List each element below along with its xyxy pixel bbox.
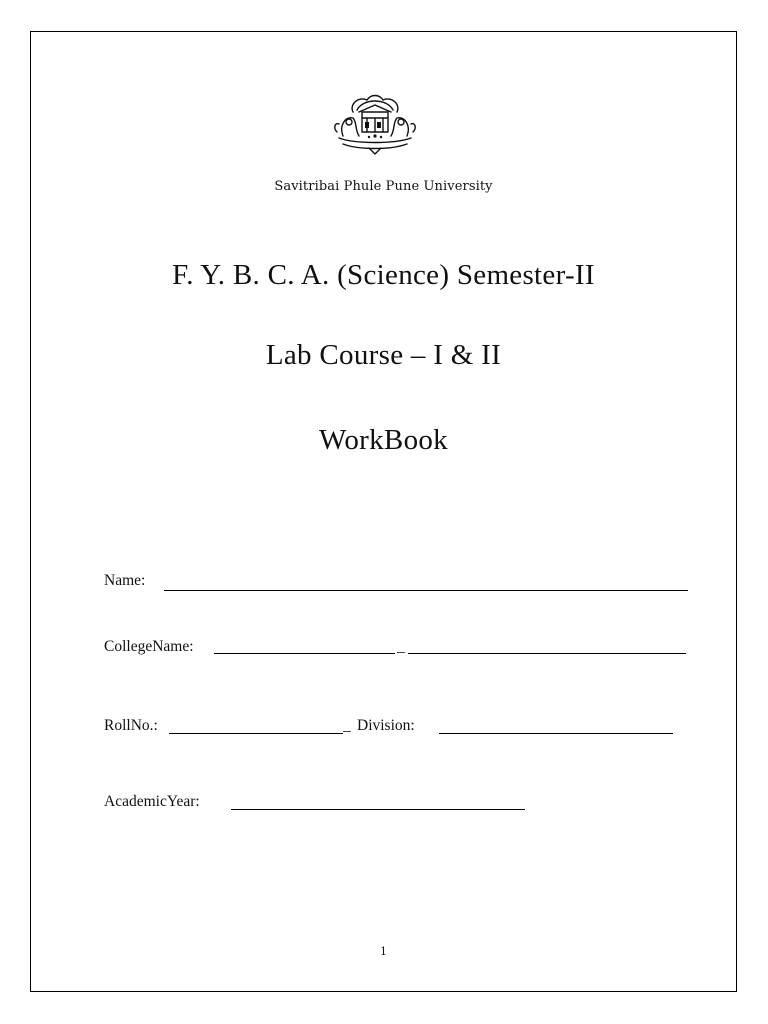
workbook-cover-page	[30, 31, 737, 992]
university-name: Savitribai Phule Pune University	[274, 179, 493, 194]
college-name-blank-line-2[interactable]	[408, 653, 686, 654]
academic-year-label: AcademicYear:	[104, 793, 200, 810]
roll-number-blank-line[interactable]	[169, 733, 343, 734]
name-blank-line[interactable]	[164, 590, 688, 591]
workbook-title: WorkBook	[319, 424, 448, 456]
college-name-label: CollegeName:	[104, 638, 194, 655]
course-title: F. Y. B. C. A. (Science) Semester-II	[172, 259, 595, 291]
page-number: 1	[380, 945, 387, 958]
academic-year-blank-line[interactable]	[231, 809, 525, 810]
university-seal-icon	[329, 92, 421, 156]
roll-number-label: RollNo.:	[104, 717, 158, 734]
division-label: Division:	[357, 717, 415, 734]
college-name-separator: _	[397, 638, 405, 655]
division-blank-line[interactable]	[439, 733, 673, 734]
name-label: Name:	[104, 572, 146, 589]
roll-number-separator: _	[343, 717, 351, 734]
college-name-blank-line-1[interactable]	[214, 653, 395, 654]
lab-course-title: Lab Course – I & II	[265, 339, 502, 371]
